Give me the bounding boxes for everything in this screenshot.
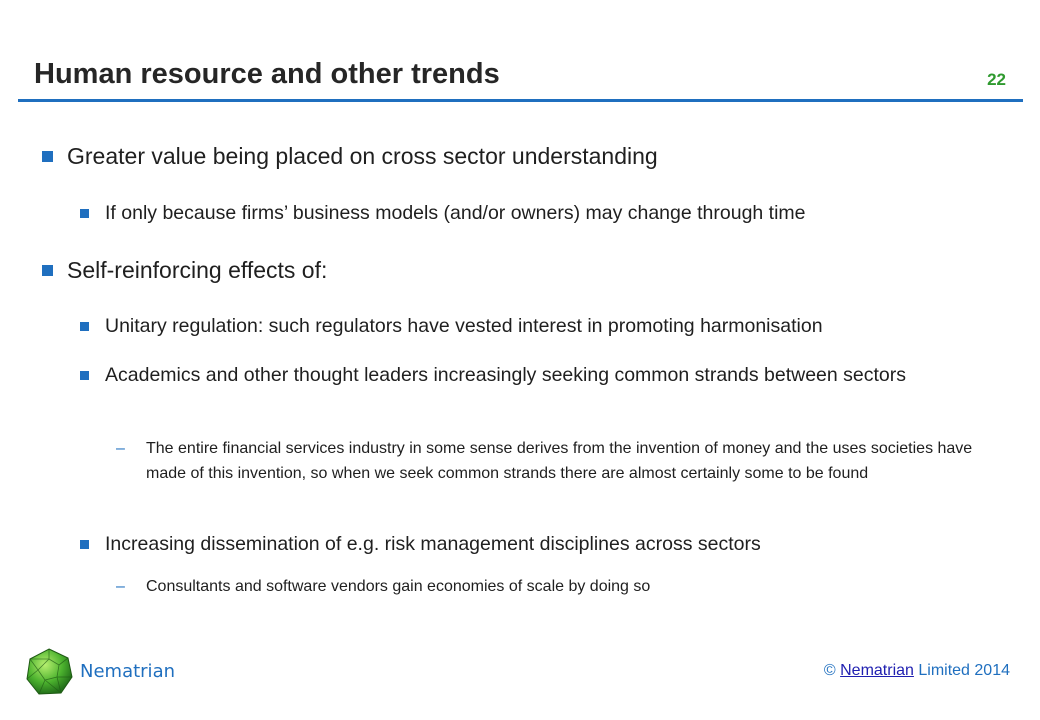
bullet-text: Self-reinforcing effects of: [67,257,328,283]
bullet-text: Consultants and software vendors gain economies of scale by doing so [146,578,651,595]
square-bullet-icon [80,371,89,380]
title-divider [18,99,1023,102]
brand-name: Nematrian [80,661,176,682]
dash-bullet-icon: – [116,440,125,457]
slide-number: 22 [987,70,1006,89]
square-bullet-icon [80,322,89,331]
bullet-text: Increasing dissemination of e.g. risk management disciplines across sectors [105,533,761,555]
square-bullet-icon [80,209,89,218]
bullet-text: If only because firms’ business models (and/or owners) may change through time [105,202,806,224]
slide-title: Human resource and other trends [34,58,500,90]
copyright-symbol: © [823,662,836,679]
square-bullet-icon [42,151,53,162]
bullet-text: Greater value being placed on cross sector understanding [67,143,658,169]
nematrian-link[interactable]: Nematrian [840,662,914,679]
bullet-text: The entire financial services industry in some sense derives from the invention of money and the uses societies have made of this invention, so when we seek common strands there are almost certainly some to be found [146,440,973,482]
copyright-notice [824,662,1010,680]
copyright-text: Limited 2014 [918,662,1010,679]
square-bullet-icon [42,265,53,276]
nematrian-logo-icon [24,647,74,702]
bullet-text: Academics and other thought leaders increasingly seeking common strands between sectors [105,364,907,386]
square-bullet-icon [80,540,89,549]
bullet-text: Unitary regulation: such regulators have vested interest in promoting harmonisation [105,315,823,337]
dash-bullet-icon: – [116,578,125,595]
